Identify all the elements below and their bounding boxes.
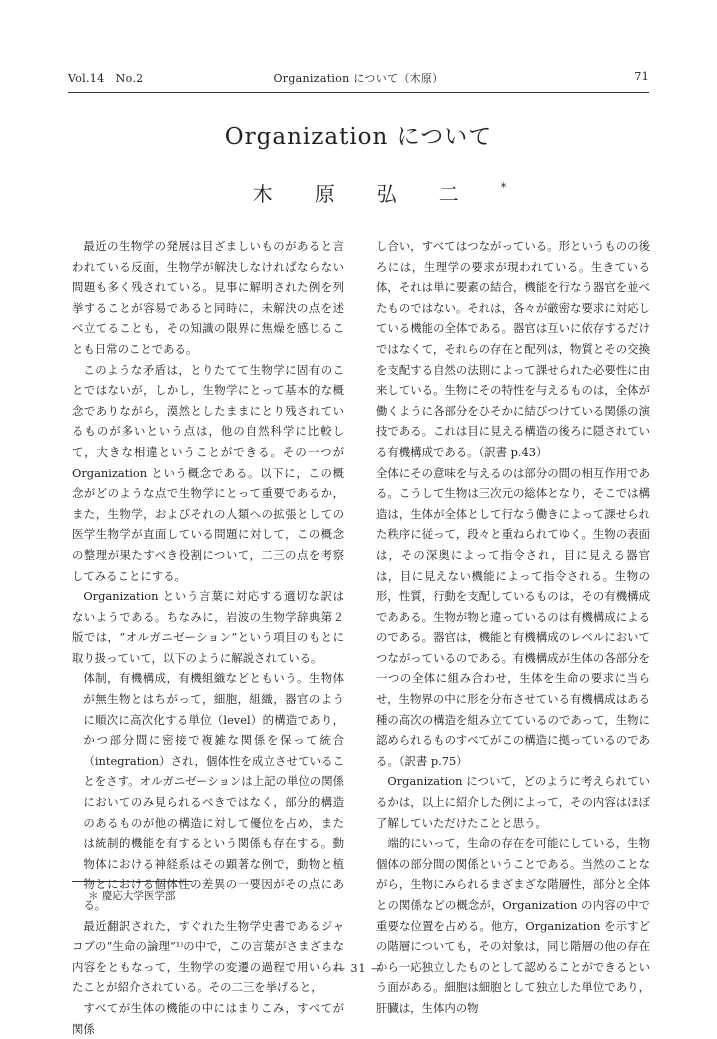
block-quote-continuation: し合い，すべてはつながっている。形というものの後ろには，生理学の要求が現われている。生きている体，それは単に要素の結合，機能を行なう器官を並べたものではない。それは，各々が厳密な要求に対応している機能の全体である。器官は互いに依存するだけではなくて，それらの存在と配列は，物質とその交換を支配する自然の法則によって課せられた必要性に由来している。生物にその特性を与えるものは，全体が働くように各部分をひそかに結びつけている関係の演技である。これは目に見える構造の後ろに隠されている有機構成である。（訳書 p.43） bbox=[376, 239, 650, 459]
author-name: 木原弘二 bbox=[252, 182, 501, 206]
author-line bbox=[0, 178, 717, 207]
left-column bbox=[72, 236, 344, 1039]
block-quote-start: すべてが生体の機能の中にはまりこみ，すべてが関係 bbox=[72, 1000, 344, 1036]
volume-number: Vol.14 No.2 bbox=[68, 72, 144, 85]
header-divider bbox=[68, 92, 649, 93]
paragraph: Organization という言葉に対応する適切な訳はないようである。ちなみに，岩波の生物学辞典第２版では，“オルガニゼーション”という項目のもとに取り扱っていて，以下のように解説されている。 bbox=[72, 589, 344, 665]
author-affiliation-footnote: ＊ 慶応大学医学部 bbox=[88, 890, 176, 902]
paragraph: 最近翻訳された，すぐれた生物学史書であるジャコブの“生命の論理”¹⁾の中で，この言葉がさまざまな内容をともなって，生物学の変遷の過程で用いられたことが紹介されている。その二三を挙げると， bbox=[72, 918, 344, 995]
author-footnote-mark: * bbox=[500, 181, 507, 194]
paragraph: 端的にいって，生命の存在を可能にしている，生物個体の部分間の関係ということである。当然のことながら，生物にみられるまざまざな階層性，部分と全体との関係などの概念が，Organization の内容の中で重要な位置を占める。他方，Organization を示すどの階層についても，その対象は，同じ階層の他の存在から一応独立したものとして認めることができるという面がある。細胞は細胞として独立した単位であり，肝臓は，生体内の物 bbox=[376, 836, 650, 1015]
page-number: — 31 — bbox=[334, 962, 383, 975]
paragraph: 最近の生物学の発展は目ざましいものがあると言われている反面，生物学が解決しなければならない問題も多く残されている。見事に解明された例を列挙することが容易であると同時に，未解決の点を述べ立てることも，その知識の限界に焦燥を感じることも日常のことである。 bbox=[72, 239, 344, 356]
paragraph: このような矛盾は，とりたてて生物学に固有のことではないが，しかし，生物学にとって基本的な概念でありながら，漠然としたままにとり残されているものが多いという点は，他の自然科学に比較して，大きな相違ということができる。その一つが Organization という概念である。以下に，この概念がどのような点で生物学にとって重要であるか，また，生物学，およびそれの人類への拡張としての医学生物学が直面している問題に対して，この概念の整理が果たすべき役割について，二三の点を考察してみることにする。 bbox=[72, 362, 344, 583]
block-quote: 全体にその意味を与えるのは部分の間の相互作用である。こうして生物は三次元の総体となり，そこでは構造は，生体が全体として行なう働きによって課せられた秩序に従って，段々と重ねられてゆく。生物の表面は，その深奥によって指令され，目に見える器官は，目に見えない機能によって指令される。生物の形，性質，行動を支配しているものは，その有機構成であある。生物が物と違っているのは有機構成によるのである。器官は，機能と有機構成のレベルにおいてつながっているのである。有機構成が生体の各部分を一つの全体に組み合わせ，生体を生命の要求に当らせ，生物界の中に形を分布させている有機構成はある種の高次の構造を組み立てているのであって，生物に認められるものすべてがこの構造に拠っているのである。（訳書 p.75） bbox=[376, 465, 650, 768]
running-title: Organization について（木原） bbox=[273, 72, 444, 85]
footnote-divider bbox=[72, 881, 192, 882]
journal-page-number: 71 bbox=[634, 70, 649, 83]
paragraph: Organization について，どのように考えられているかは，以上に紹介した例によって，その内容はほぼ了解していただけたことと思う。 bbox=[376, 774, 650, 830]
right-column bbox=[376, 236, 650, 1019]
article-title: Organization について bbox=[224, 124, 493, 150]
dictionary-quote: 体制，有機構成，有機組織などともいう。生物体が無生物とはちがって，細胞，組織，器官のように順次に高次化する単位（level）的構造であり，かつ部分間に密接で複雑な関係を保って統合（integration）され，個体性を成立させていることをさす。オルガニゼーションは上記の単位の関係においてのみ見られるべきではなく，部分的構造のあるものが他の構造に対して優位を占め，または統制的機能を有するという関係も存在する。動物体における神経系はその顕著な例で，動物と植物とにおける個体性の差異の一要因がその点にある。 bbox=[83, 671, 344, 912]
running-header bbox=[68, 70, 649, 88]
